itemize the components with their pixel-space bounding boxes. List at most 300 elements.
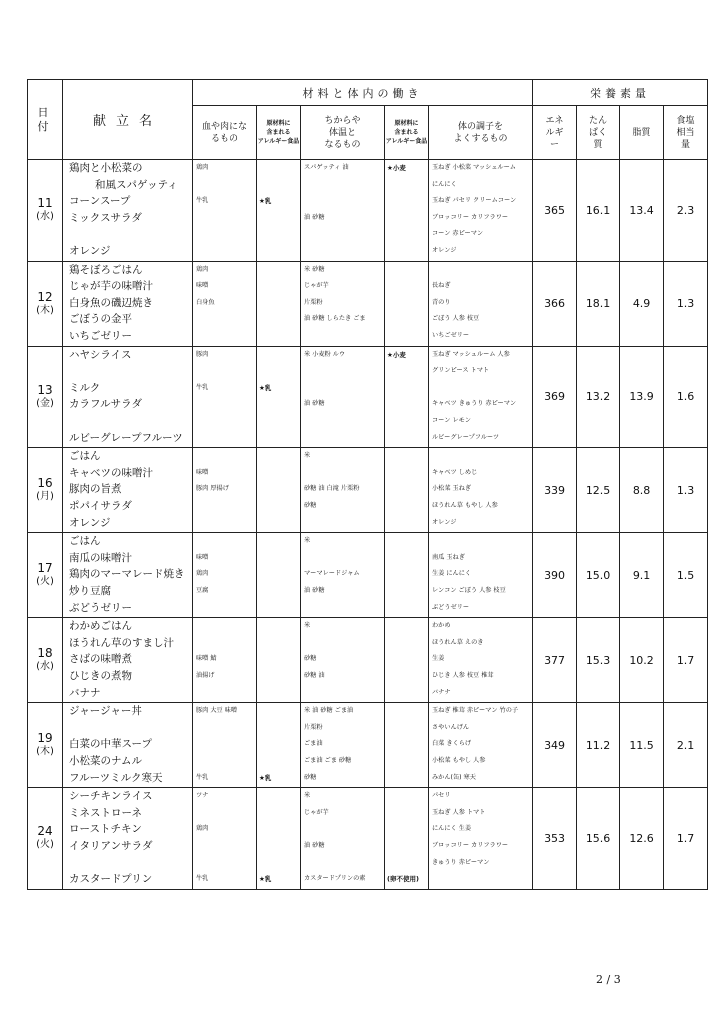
- day-row: [28, 618, 708, 703]
- blood-ingredients-line: 味噌: [196, 553, 209, 561]
- dish-list-line: わかめごはん: [69, 620, 132, 633]
- blood-allergens-line: [257, 243, 300, 260]
- day-date: [28, 160, 63, 262]
- blood-allergens: [257, 160, 301, 262]
- energy-allergens-line: [385, 600, 428, 617]
- dish-list-line: フルーツミルク寒天: [69, 771, 163, 784]
- salt-value: 1.7: [664, 618, 708, 703]
- blood-ingredients-line: [193, 533, 256, 550]
- energy-allergens-line: ★小麦: [387, 350, 406, 359]
- blood-ingredients-line: 油揚げ: [196, 671, 215, 679]
- energy-allergens-line: [385, 413, 428, 430]
- energy-ingredients-line: [301, 635, 384, 652]
- energy-ingredients-line: 油 砂糖 しらたき ごま: [304, 315, 366, 323]
- day-number: 12: [37, 289, 53, 304]
- energy-allergens: [385, 160, 429, 262]
- fat-value: 13.9: [620, 346, 664, 448]
- regulate-ingredients-line: 玉ねぎ マッシュルーム 人参: [432, 350, 510, 358]
- energy-allergens-line: [385, 788, 428, 805]
- energy-allergens-line: [385, 430, 428, 447]
- regulate-ingredients-line: レンコン ごぼう 人参 枝豆: [432, 586, 506, 594]
- energy-ingredients-line: [301, 328, 384, 345]
- energy-kcal-value: 353: [533, 788, 577, 890]
- blood-ingredients-line: 牛乳: [196, 773, 209, 781]
- energy-ingredients-line: [301, 600, 384, 617]
- blood-ingredients-line: [193, 736, 256, 753]
- energy-ingredients-line: 米 小麦粉 ルウ: [304, 350, 346, 358]
- dish-list-line: [63, 363, 192, 380]
- blood-ingredients: [193, 346, 257, 448]
- blood-allergens-line: [257, 177, 300, 194]
- header-date: 日 付: [28, 80, 63, 160]
- energy-ingredients-line: 米 砂糖: [304, 265, 325, 273]
- blood-ingredients-line: 鶏肉: [196, 825, 209, 833]
- salt-value: 1.3: [664, 448, 708, 533]
- day-row: [28, 533, 708, 618]
- blood-allergens-line: [257, 566, 300, 583]
- regulate-ingredients-line: オレンジ: [432, 518, 457, 526]
- energy-allergens-line: [385, 703, 428, 720]
- regulate-ingredients-line: ひじき 人参 枝豆 椎茸: [432, 671, 494, 679]
- blood-allergens-line: [257, 465, 300, 482]
- blood-allergens-line: [257, 703, 300, 720]
- energy-allergens: [385, 346, 429, 448]
- energy-allergens: [385, 261, 429, 346]
- blood-ingredients-line: [193, 210, 256, 227]
- energy-ingredients-line: [301, 855, 384, 872]
- dish-list-line: イタリアンサラダ: [69, 839, 153, 852]
- blood-ingredients-line: [193, 311, 256, 328]
- day-number: 17: [37, 561, 53, 576]
- dish-list-line: 炒り豆腐: [69, 584, 111, 597]
- regulate-ingredients-line: グリンピース トマト: [432, 367, 490, 375]
- blood-ingredients-line: 牛乳: [196, 875, 209, 883]
- dish-list-line: ミルク: [69, 381, 101, 394]
- header-fat: 脂質: [620, 106, 664, 160]
- blood-allergens-line: [257, 753, 300, 770]
- protein-value: 15.0: [577, 533, 620, 618]
- energy-allergens-line: [385, 396, 428, 413]
- day-date: [28, 703, 63, 788]
- protein-value: 15.3: [577, 618, 620, 703]
- blood-ingredients-line: [193, 635, 256, 652]
- blood-ingredients-line: 鶏肉: [196, 265, 209, 273]
- energy-allergens-line: [385, 583, 428, 600]
- day-row: [28, 261, 708, 346]
- regulate-ingredients-line: キャベツ きゅうり 赤ピーマン: [432, 400, 517, 408]
- energy-allergens-line: [385, 278, 428, 295]
- energy-ingredients-line: [301, 177, 384, 194]
- dish-list-line: カスタードプリン: [69, 873, 153, 886]
- salt-value: 1.6: [664, 346, 708, 448]
- energy-allergens-line: [385, 685, 428, 702]
- energy-allergens-line: [385, 210, 428, 227]
- energy-ingredients: [301, 160, 385, 262]
- blood-allergens-line: [257, 550, 300, 567]
- regulate-ingredients-line: [429, 533, 532, 550]
- energy-ingredients-line: 油 砂糖: [304, 213, 325, 221]
- day-row: [28, 788, 708, 890]
- blood-allergens-line: [257, 618, 300, 635]
- header-allergen: 原材料に 含まれる アレルギー食品: [257, 106, 301, 160]
- blood-ingredients-line: [193, 328, 256, 345]
- energy-allergens-line: (卵不使用): [387, 875, 419, 884]
- regulate-ingredients: [429, 160, 533, 262]
- blood-allergens-line: [257, 498, 300, 515]
- day-date: [28, 788, 63, 890]
- dish-list-line: ルビーグレープフルーツ: [69, 431, 183, 444]
- blood-ingredients-line: [193, 618, 256, 635]
- fat-value: 4.9: [620, 261, 664, 346]
- regulate-ingredients-line: [429, 380, 532, 397]
- energy-allergens-line: [385, 295, 428, 312]
- energy-allergens-line: [385, 177, 428, 194]
- energy-ingredients-line: [301, 226, 384, 243]
- header-blood: 血や肉にな るもの: [193, 106, 257, 160]
- energy-ingredients-line: カスタードプリンの素: [304, 875, 366, 883]
- energy-allergens: [385, 618, 429, 703]
- blood-ingredients-line: [193, 177, 256, 194]
- protein-value: 18.1: [577, 261, 620, 346]
- blood-ingredients-line: [193, 243, 256, 260]
- energy-ingredients: [301, 448, 385, 533]
- energy-ingredients-line: 米: [304, 792, 311, 800]
- regulate-ingredients: [429, 261, 533, 346]
- energy-allergens: [385, 788, 429, 890]
- energy-ingredients-line: マーマレードジャム: [304, 570, 360, 578]
- day-date: [28, 618, 63, 703]
- energy-allergens-line: [385, 821, 428, 838]
- fat-value: 12.6: [620, 788, 664, 890]
- dish-list-line: 鶏肉のマーマレード焼き: [69, 568, 185, 581]
- energy-ingredients-line: 米: [304, 622, 311, 630]
- energy-allergens: [385, 448, 429, 533]
- energy-ingredients-line: 砂糖 油: [304, 671, 325, 679]
- blood-allergens-line: [257, 736, 300, 753]
- day-weekday: (木): [36, 304, 54, 316]
- blood-allergens-line: [257, 821, 300, 838]
- blood-ingredients-line: 鶏肉: [196, 164, 209, 171]
- menu-table: [27, 79, 708, 890]
- blood-allergens-line: [257, 160, 300, 177]
- blood-allergens: [257, 703, 301, 788]
- energy-allergens-line: [385, 226, 428, 243]
- energy-ingredients-line: [301, 550, 384, 567]
- blood-ingredients-line: [193, 720, 256, 737]
- blood-allergens-line: ★乳: [259, 773, 272, 782]
- dish-list: [63, 160, 193, 262]
- blood-ingredients: [193, 160, 257, 262]
- dish-list-line: 豚肉の旨煮: [69, 483, 122, 496]
- energy-ingredients-line: スパゲッティ 油: [304, 164, 349, 171]
- regulate-ingredients-line: ブロッコリー カリフラワー: [432, 213, 509, 221]
- blood-allergens-line: ★乳: [259, 875, 272, 884]
- energy-ingredients-line: [301, 685, 384, 702]
- blood-allergens-line: [257, 363, 300, 380]
- regulate-ingredients-line: 玉ねぎ 小松菜 マッシュルーム: [432, 164, 516, 171]
- regulate-ingredients-line: 玉ねぎ 人参 トマト: [432, 808, 486, 816]
- blood-ingredients-line: [193, 838, 256, 855]
- energy-ingredients-line: 油 砂糖: [304, 841, 325, 849]
- regulate-ingredients: [429, 703, 533, 788]
- energy-ingredients-line: [301, 465, 384, 482]
- regulate-ingredients-line: 小松菜 玉ねぎ: [432, 485, 472, 493]
- energy-kcal-value: 339: [533, 448, 577, 533]
- energy-allergens-line: [385, 481, 428, 498]
- blood-ingredients-line: [193, 498, 256, 515]
- energy-allergens-line: [385, 651, 428, 668]
- energy-ingredients-line: 砂糖: [304, 773, 317, 781]
- blood-allergens-line: [257, 668, 300, 685]
- blood-ingredients-line: [193, 805, 256, 822]
- blood-allergens-line: [257, 481, 300, 498]
- fat-value: 11.5: [620, 703, 664, 788]
- blood-ingredients-line: 牛乳: [196, 383, 209, 391]
- regulate-ingredients-line: オレンジ: [432, 246, 457, 254]
- energy-allergens-line: [385, 363, 428, 380]
- dish-list-line: ミックスサラダ: [69, 211, 142, 224]
- day-date: [28, 346, 63, 448]
- energy-ingredients-line: [301, 243, 384, 260]
- dish-list: [63, 703, 193, 788]
- energy-ingredients-line: 油 砂糖: [304, 586, 325, 594]
- blood-ingredients-line: 鶏肉: [196, 570, 209, 578]
- blood-ingredients-line: 味噌 鯖: [196, 655, 217, 663]
- salt-value: 2.1: [664, 703, 708, 788]
- energy-allergens-line: [385, 838, 428, 855]
- regulate-ingredients: [429, 618, 533, 703]
- day-number: 24: [37, 824, 53, 839]
- dish-list-line: 白菜の中華スープ: [69, 738, 152, 751]
- regulate-ingredients-line: 玉ねぎ 椎茸 赤ピーマン 竹の子: [432, 707, 519, 715]
- energy-allergens-line: [385, 720, 428, 737]
- regulate-ingredients-line: わかめ: [432, 622, 451, 630]
- salt-value: 1.5: [664, 533, 708, 618]
- day-weekday: (水): [36, 661, 54, 673]
- dish-list-line: [63, 720, 192, 737]
- energy-ingredients-line: 油 砂糖: [304, 400, 325, 408]
- blood-allergens: [257, 261, 301, 346]
- header-protein: たん ぱく 質: [577, 106, 620, 160]
- day-date: [28, 533, 63, 618]
- fat-value: 10.2: [620, 618, 664, 703]
- blood-allergens-line: [257, 720, 300, 737]
- blood-ingredients: [193, 533, 257, 618]
- fat-value: 13.4: [620, 160, 664, 262]
- blood-ingredients-line: [193, 753, 256, 770]
- blood-ingredients-line: 味噌: [196, 282, 209, 290]
- energy-kcal-value: 377: [533, 618, 577, 703]
- regulate-ingredients-line: コーン 赤ピーマン: [432, 230, 484, 238]
- blood-allergens-line: [257, 448, 300, 465]
- menu-body: [28, 160, 708, 890]
- energy-ingredients-line: [301, 380, 384, 397]
- fat-value: 8.8: [620, 448, 664, 533]
- energy-allergens-line: [385, 805, 428, 822]
- regulate-ingredients-line: 小松菜 もやし 人参: [432, 756, 486, 764]
- blood-allergens: [257, 533, 301, 618]
- energy-ingredients-line: じゃが芋: [304, 808, 329, 816]
- dish-list-line: ジャージャー丼: [69, 705, 142, 718]
- blood-ingredients-line: [193, 855, 256, 872]
- day-number: 13: [37, 382, 53, 397]
- dish-list-line: 和風スパゲッティ: [95, 178, 178, 191]
- energy-kcal-value: 366: [533, 261, 577, 346]
- header-regulate: 体の調子を よくするもの: [429, 106, 533, 160]
- blood-allergens-line: [257, 347, 300, 364]
- blood-allergens-line: ★乳: [259, 197, 272, 206]
- dish-list-line: ミネストローネ: [69, 806, 142, 819]
- energy-allergens-line: [385, 855, 428, 872]
- blood-allergens-line: [257, 226, 300, 243]
- dish-list-line: [63, 855, 192, 872]
- dish-list-line: オレンジ: [69, 516, 111, 529]
- regulate-ingredients-line: キャベツ しめじ: [432, 468, 478, 476]
- day-number: 11: [37, 196, 53, 211]
- energy-kcal-value: 365: [533, 160, 577, 262]
- dish-list-line: 鶏そぼろごはん: [69, 263, 143, 276]
- day-weekday: (木): [36, 746, 54, 758]
- blood-allergens-line: [257, 396, 300, 413]
- dish-list-line: カラフルサラダ: [69, 398, 142, 411]
- energy-allergens-line: [385, 533, 428, 550]
- regulate-ingredients-line: コーン レモン: [432, 416, 471, 424]
- energy-allergens-line: [385, 515, 428, 532]
- regulate-ingredients-line: ルビーグレープフルーツ: [432, 433, 500, 441]
- day-date: [28, 448, 63, 533]
- blood-ingredients-line: 牛乳: [196, 197, 209, 205]
- energy-ingredients-line: [301, 413, 384, 430]
- energy-ingredients-line: [301, 515, 384, 532]
- blood-allergens-line: [257, 295, 300, 312]
- energy-allergens-line: [385, 736, 428, 753]
- energy-ingredients: [301, 533, 385, 618]
- blood-ingredients-line: [193, 448, 256, 465]
- energy-ingredients-line: 砂糖: [304, 501, 317, 509]
- dish-list-line: オレンジ: [69, 244, 111, 257]
- blood-ingredients-line: [193, 226, 256, 243]
- dish-list-line: いちごゼリー: [69, 329, 132, 342]
- blood-ingredients-line: 豚肉: [196, 350, 209, 358]
- blood-allergens: [257, 788, 301, 890]
- dish-list-line: バナナ: [69, 686, 101, 699]
- blood-allergens: [257, 618, 301, 703]
- energy-allergens-line: [385, 770, 428, 787]
- dish-list-line: ごぼうの金平: [69, 313, 132, 326]
- blood-allergens-line: [257, 651, 300, 668]
- day-row: [28, 448, 708, 533]
- dish-list-line: ローストチキン: [69, 823, 142, 836]
- energy-ingredients-line: [301, 821, 384, 838]
- energy-allergens-line: [385, 566, 428, 583]
- energy-allergens-line: [385, 243, 428, 260]
- blood-allergens-line: [257, 805, 300, 822]
- regulate-ingredients-line: 白菜 きくらげ: [432, 740, 472, 748]
- blood-ingredients-line: [193, 515, 256, 532]
- energy-allergens-line: [385, 753, 428, 770]
- regulate-ingredients-line: 長ねぎ: [432, 282, 451, 290]
- day-number: 19: [37, 731, 53, 746]
- regulate-ingredients: [429, 448, 533, 533]
- blood-allergens-line: [257, 413, 300, 430]
- energy-allergens-line: ★小麦: [387, 164, 406, 172]
- day-row: [28, 703, 708, 788]
- blood-ingredients: [193, 448, 257, 533]
- blood-ingredients-line: 味噌: [196, 468, 209, 476]
- blood-allergens-line: [257, 855, 300, 872]
- regulate-ingredients-line: 青のり: [432, 298, 451, 306]
- energy-kcal-value: 369: [533, 346, 577, 448]
- blood-ingredients: [193, 788, 257, 890]
- dish-list: [63, 618, 193, 703]
- blood-allergens-line: [257, 600, 300, 617]
- fat-value: 9.1: [620, 533, 664, 618]
- blood-allergens: [257, 346, 301, 448]
- dish-list-line: ポパイサラダ: [69, 499, 132, 512]
- energy-ingredients-line: ごま油 ごま 砂糖: [304, 756, 352, 764]
- dish-list-line: さばの味噌煮: [69, 653, 132, 666]
- dish-list-line: コーンスープ: [69, 195, 131, 208]
- blood-ingredients: [193, 618, 257, 703]
- regulate-ingredients-line: [429, 448, 532, 465]
- dish-list-line: 鶏肉と小松菜の: [69, 162, 143, 174]
- regulate-ingredients-line: [429, 262, 532, 279]
- energy-ingredients-line: [301, 193, 384, 210]
- blood-allergens-line: [257, 838, 300, 855]
- dish-list: [63, 346, 193, 448]
- blood-ingredients-line: [193, 600, 256, 617]
- energy-ingredients-line: 米: [304, 452, 311, 460]
- regulate-ingredients-line: にんにく: [432, 180, 457, 188]
- blood-allergens-line: [257, 430, 300, 447]
- regulate-ingredients-line: [429, 871, 532, 888]
- blood-ingredients: [193, 703, 257, 788]
- energy-ingredients-line: 砂糖: [304, 655, 317, 663]
- blood-allergens-line: [257, 583, 300, 600]
- energy-allergens: [385, 533, 429, 618]
- salt-value: 1.3: [664, 261, 708, 346]
- blood-allergens-line: [257, 788, 300, 805]
- energy-allergens-line: [385, 465, 428, 482]
- blood-allergens-line: ★乳: [259, 383, 272, 392]
- regulate-ingredients-line: にんにく 生姜: [432, 825, 472, 833]
- energy-ingredients-line: じゃが芋: [304, 282, 329, 290]
- dish-list: [63, 448, 193, 533]
- blood-ingredients-line: ツナ: [196, 792, 209, 800]
- dish-list-line: ほうれん草のすまし汁: [69, 636, 174, 649]
- blood-allergens-line: [257, 278, 300, 295]
- dish-list-line: 白身魚の磯辺焼き: [69, 296, 153, 309]
- protein-value: 15.6: [577, 788, 620, 890]
- blood-allergens-line: [257, 328, 300, 345]
- dish-list-line: [63, 226, 192, 243]
- blood-allergens-line: [257, 311, 300, 328]
- regulate-ingredients-line: きゅうり 赤ピーマン: [432, 858, 490, 866]
- dish-list-line: ごはん: [69, 535, 101, 548]
- dish-list-line: 南瓜の味噌汁: [69, 551, 132, 564]
- day-row: [28, 160, 708, 262]
- header-materials: 材料と体内の働き: [193, 80, 533, 106]
- regulate-ingredients-line: ほうれん草 えのき: [432, 638, 484, 646]
- day-weekday: (火): [36, 839, 54, 851]
- protein-value: 16.1: [577, 160, 620, 262]
- header-allergen: 原材料に 含まれる アレルギー食品: [385, 106, 429, 160]
- day-number: 18: [37, 646, 53, 661]
- energy-allergens-line: [385, 311, 428, 328]
- blood-allergens-line: [257, 262, 300, 279]
- day-number: 16: [37, 476, 53, 491]
- regulate-ingredients-line: みかん(缶) 寒天: [432, 773, 476, 781]
